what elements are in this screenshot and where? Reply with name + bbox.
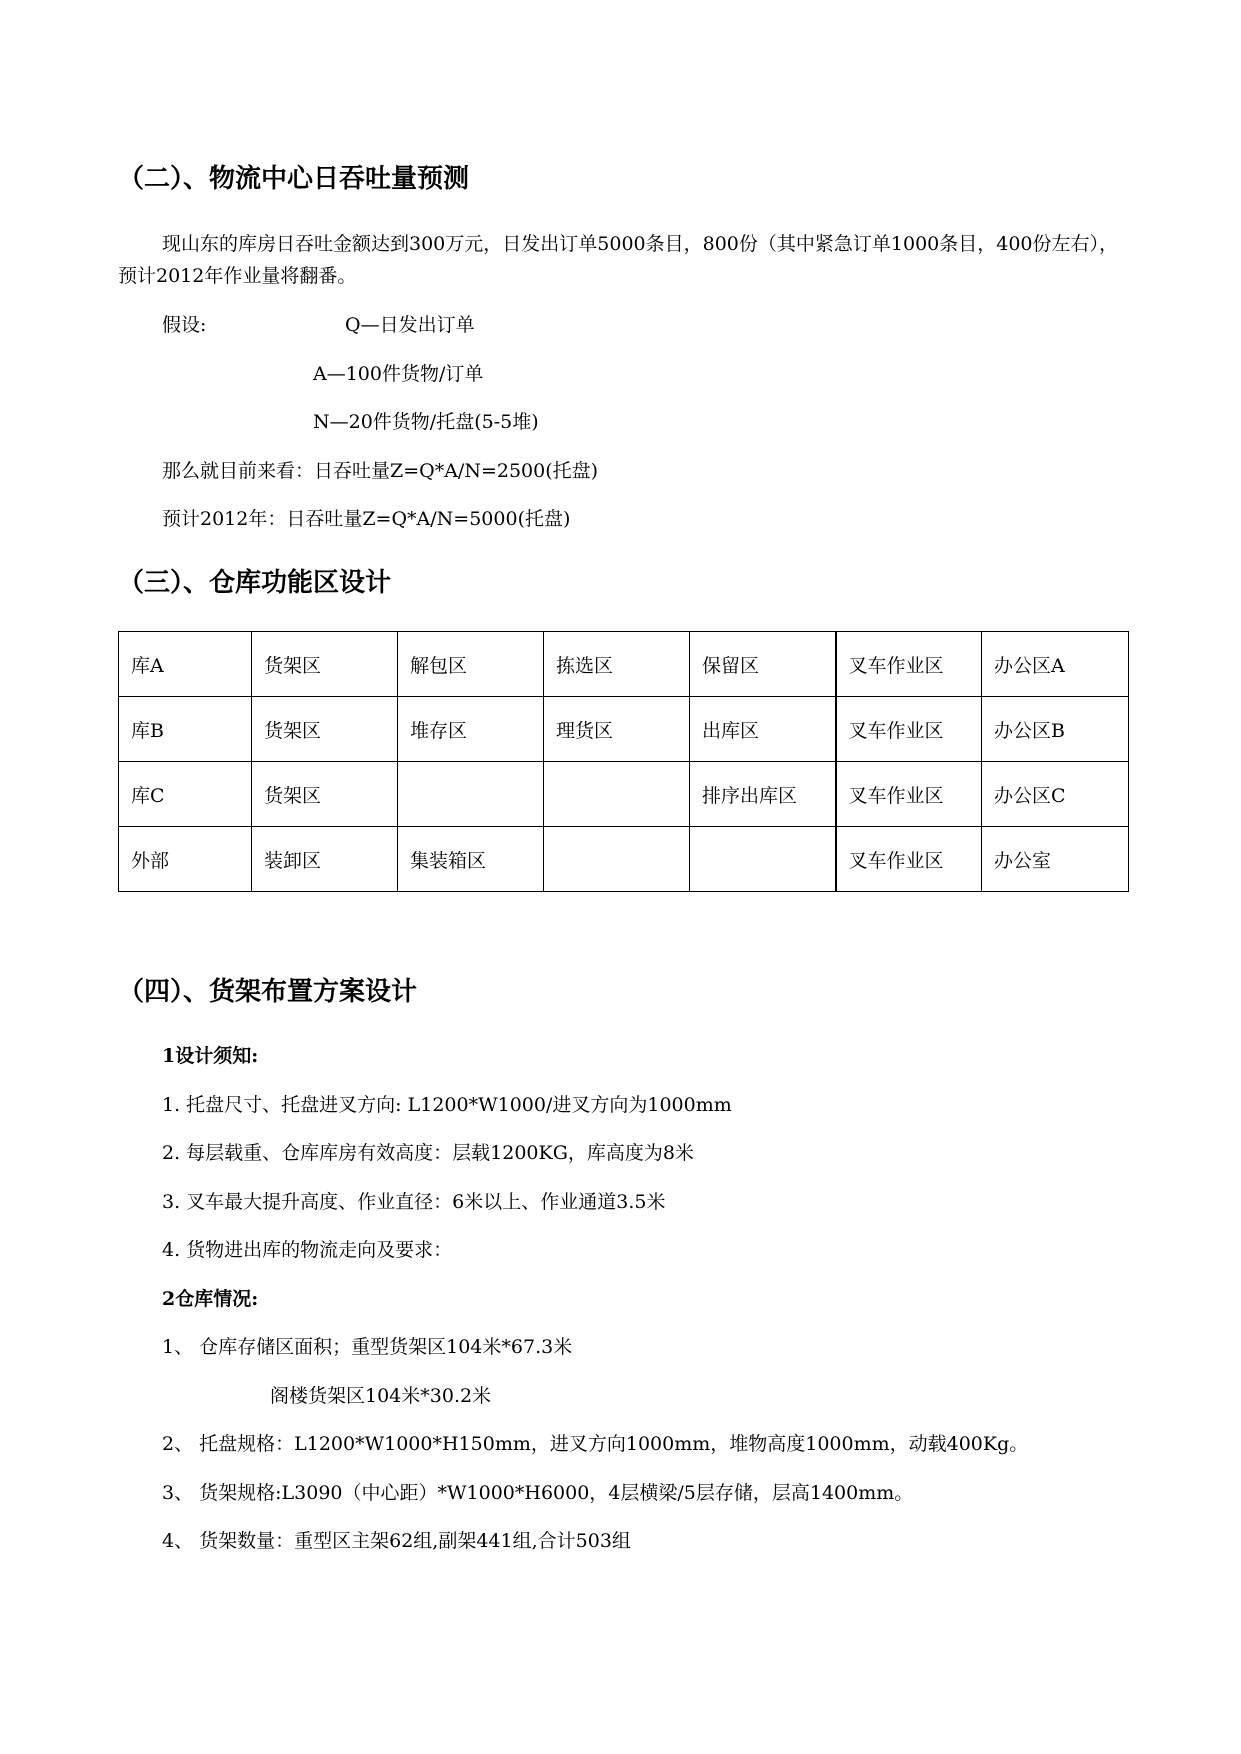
warehouse-item-2: 2、 托盘规格：L1200*W1000*H150mm，进叉方向1000mm，堆物高度1000mm，动载400Kg。 [162,1433,1029,1455]
table-cell: 叉车作业区 [836,762,982,827]
table-cell: 装卸区 [252,827,398,892]
assumption-q: Q—日发出订单 [345,314,475,336]
warehouse-item-4: 4、 货架数量：重型区主架62组,副架441组,合计503组 [162,1530,631,1552]
table-row [119,632,1129,697]
table-cell: 集装箱区 [398,827,544,892]
table-cell: 库B [119,697,252,762]
table-cell: 保留区 [690,632,836,697]
table-cell: 理货区 [544,697,690,762]
function-zone-table [118,631,1129,892]
table-cell: 货架区 [252,632,398,697]
table-cell: 外部 [119,827,252,892]
section-2-paragraph: 现山东的库房日吞吐金额达到300万元，日发出订单5000条目，800份（其中紧急订单1000条目，400份左右），预计2012年作业量将翻番。 [118,233,1119,287]
current-throughput: 那么就目前来看：日吞吐量Z=Q*A/N=2500(托盘) [162,460,599,482]
table-row [119,827,1129,892]
assumption-n: N—20件货物/托盘(5-5堆) [313,411,539,433]
table-cell: 出库区 [690,697,836,762]
table-cell [398,762,544,827]
table-cell: 拣选区 [544,632,690,697]
table-cell: 货架区 [252,697,398,762]
warehouse-item-3: 3、 货架规格:L3090（中心距）*W1000*H6000，4层横梁/5层存储，层高1400mm。 [162,1482,914,1504]
subheading-design-notes: 1设计须知: [162,1045,259,1067]
table-cell: 堆存区 [398,697,544,762]
section-2-heading: （二）、物流中心日吞吐量预测 [118,164,470,194]
section-4-heading: （四）、货架布置方案设计 [118,977,418,1007]
table-cell: 办公区B [982,697,1129,762]
table-cell [690,827,836,892]
table-row [119,697,1129,762]
design-item-2: 2. 每层载重、仓库库房有效高度：层载1200KG，库高度为8米 [162,1142,694,1164]
warehouse-item-1b: 阁楼货架区104米*30.2米 [270,1385,492,1407]
table-cell: 排序出库区 [690,762,836,827]
table-cell: 办公区A [982,632,1129,697]
assumption-a: A—100件货物/订单 [313,363,484,385]
warehouse-item-1: 1、 仓库存储区面积；重型货架区104米*67.3米 [162,1336,573,1358]
forecast-throughput: 预计2012年：日吞吐量Z=Q*A/N=5000(托盘) [162,508,571,530]
table-cell [544,762,690,827]
table-cell [544,827,690,892]
table-row [119,762,1129,827]
table-cell: 解包区 [398,632,544,697]
table-cell: 叉车作业区 [836,827,982,892]
table-cell: 库C [119,762,252,827]
table-cell: 货架区 [252,762,398,827]
table-cell: 库A [119,632,252,697]
table-cell: 叉车作业区 [836,632,982,697]
design-item-3: 3. 叉车最大提升高度、作业直径：6米以上、作业通道3.5米 [162,1191,666,1213]
section-3-heading: （三）、仓库功能区设计 [118,568,392,598]
design-item-4: 4. 货物进出库的物流走向及要求： [162,1239,453,1261]
table-cell: 办公区C [982,762,1129,827]
assumption-label: 假设: [162,314,207,336]
subheading-warehouse: 2仓库情况: [162,1288,259,1310]
design-item-1: 1. 托盘尺寸、托盘进叉方向: L1200*W1000/进叉方向为1000mm [162,1094,732,1116]
table-cell: 办公室 [982,827,1129,892]
table-cell: 叉车作业区 [836,697,982,762]
